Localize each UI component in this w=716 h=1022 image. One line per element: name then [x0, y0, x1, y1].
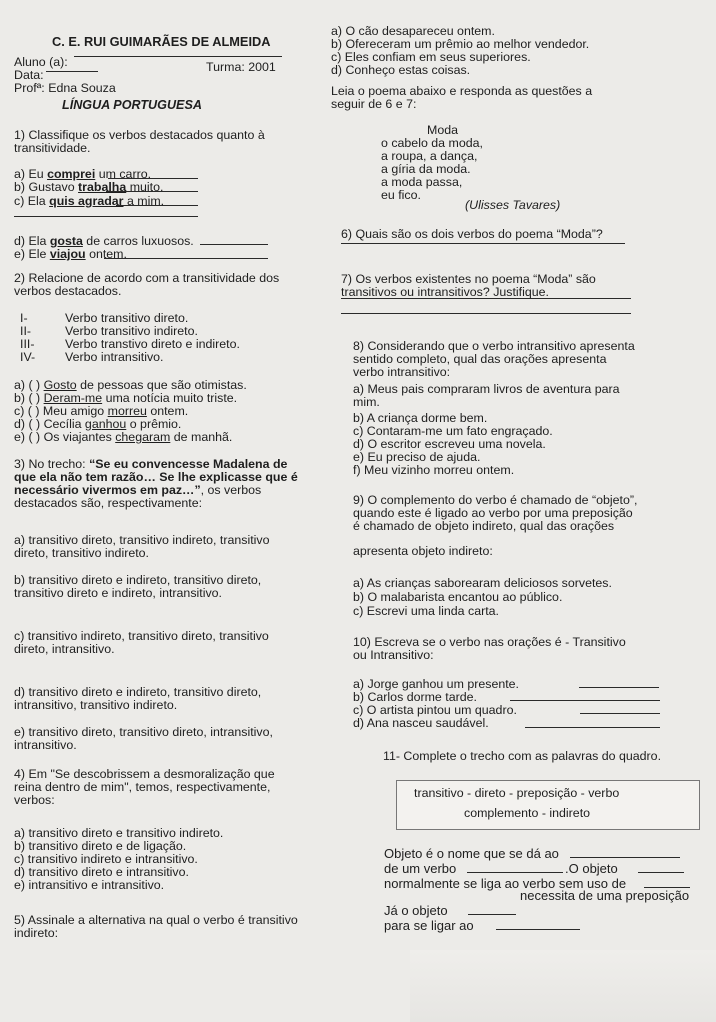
q2-key-2-num: II- — [20, 324, 32, 338]
poem-intro-line1: Leia o poema abaixo e responda as questões a — [331, 84, 593, 98]
q1-item-a: a) Eu comprei um carro. — [14, 167, 152, 181]
q2-key-1-num: I- — [20, 311, 28, 325]
q11-text-line4b: necessita de uma preposição — [520, 888, 690, 903]
q1-item-c: c) Ela quis agradar a mim. — [14, 194, 165, 208]
q1-extra-line[interactable] — [14, 216, 198, 217]
q11-text-line5: para se ligar ao — [384, 918, 474, 933]
q8-option-a-cont: mim. — [353, 395, 380, 409]
q1-item-b: b) Gustavo trabalha muito. — [14, 180, 164, 194]
q2-key-4-num: IV- — [20, 350, 36, 364]
poem-line-3: a gíria da moda. — [381, 162, 471, 176]
q2-prompt-line1: 2) Relacione de acordo com a transitividade dos — [14, 271, 280, 285]
subject-title: LÍNGUA PORTUGUESA — [62, 98, 202, 112]
q11-text-line4a: Já o objeto — [384, 903, 448, 918]
q3-option-c-cont: direto, intransitivo. — [14, 642, 115, 656]
q3-option-a-cont: direto, transitivo indireto. — [14, 546, 149, 560]
q3-option-d[interactable]: d) transitivo direto e indireto, transitivo direto, — [14, 685, 262, 699]
q9-prompt-line1: 9) O complemento do verbo é chamado de “objeto”, — [353, 493, 638, 507]
word-bank-line2: complemento - indireto — [464, 806, 591, 820]
q10-answer-a[interactable] — [579, 687, 659, 688]
q3-prompt-line3: necessário vivermos em paz…”, os verbos — [14, 483, 262, 497]
student-label: Aluno (a): — [14, 55, 68, 69]
q2-key-4-text: Verbo intransitivo. — [65, 350, 164, 364]
q11-title: 11- Complete o trecho com as palavras do quadro. — [383, 749, 662, 763]
teacher-name: Profª: Edna Souza — [14, 81, 116, 95]
poem-title: Moda — [427, 123, 458, 137]
q10-answer-d[interactable] — [525, 727, 660, 728]
q2-item-c[interactable]: c) ( ) Meu amigo morreu ontem. — [14, 404, 189, 418]
q8-option-c[interactable]: c) Contaram-me um fato engraçado. — [353, 424, 553, 438]
q3-option-e[interactable]: e) transitivo direto, transitivo direto, intransitivo, — [14, 725, 273, 739]
q1-prompt-line1: 1) Classifique os verbos destacados quanto à — [14, 128, 265, 142]
q10-item-a: a) Jorge ganhou um presente. — [353, 677, 520, 691]
q9-prompt-line4: apresenta objeto indireto: — [353, 544, 493, 558]
q11-text-line2b: .O objeto — [565, 861, 618, 876]
q10-item-c: c) O artista pintou um quadro. — [353, 703, 517, 717]
q2-key-1-text: Verbo transitivo direto. — [65, 311, 189, 325]
q11-text-line2a: de um verbo — [384, 861, 457, 876]
q5-option-b[interactable]: b) Ofereceram um prêmio ao melhor vendedor. — [331, 37, 590, 51]
q1-answer-b[interactable] — [106, 191, 198, 192]
word-bank-line1: transitivo - direto - preposição - verbo — [414, 786, 620, 800]
q2-item-a[interactable]: a) ( ) Gosto de pessoas que são otimistas. — [14, 378, 247, 392]
q4-option-e[interactable]: e) intransitivo e intransitivo. — [14, 878, 165, 892]
q10-item-d: d) Ana nasceu saudável. — [353, 716, 489, 730]
school-name: C. E. RUI GUIMARÃES DE ALMEIDA — [52, 34, 271, 49]
q6-prompt: 6) Quais são os dois verbos do poema “Moda”? — [341, 227, 603, 241]
q8-prompt-line2: sentido completo, qual das orações apresenta — [353, 352, 607, 366]
q4-option-b[interactable]: b) transitivo direto e de ligação. — [14, 839, 187, 853]
q3-option-b-cont: transitivo direto e indireto, intransitivo. — [14, 586, 222, 600]
q5-prompt-line2: indireto: — [14, 926, 59, 940]
q11-blank-3[interactable] — [638, 872, 684, 873]
poem-author: (Ulisses Tavares) — [465, 198, 561, 212]
poem-line-1: o cabelo da moda, — [381, 136, 483, 150]
class-label: Turma: 2001 — [206, 60, 276, 74]
q8-option-b[interactable]: b) A criança dorme bem. — [353, 411, 488, 425]
q4-prompt-line2: reina dentro de mim", temos, respectivamente, — [14, 780, 271, 794]
q9-prompt-line3: é chamado de objeto indireto, qual das orações — [353, 519, 615, 533]
q5-option-d[interactable]: d) Conheço estas coisas. — [331, 63, 471, 77]
q4-prompt-line1: 4) Em "Se descobrissem a desmoralização que — [14, 767, 275, 781]
poem-intro-line2: seguir de 6 e 7: — [331, 97, 417, 111]
q1-answer-c[interactable] — [116, 205, 198, 206]
q10-answer-c[interactable] — [580, 713, 660, 714]
q8-option-d[interactable]: d) O escritor escreveu uma novela. — [353, 437, 546, 451]
word-bank-box — [396, 780, 700, 830]
q2-item-e[interactable]: e) ( ) Os viajantes chegaram de manhã. — [14, 430, 233, 444]
q8-prompt-line3: verbo intransitivo: — [353, 365, 451, 379]
q2-key-2-text: Verbo transitivo indireto. — [65, 324, 198, 338]
date-field[interactable] — [46, 71, 98, 72]
q4-option-a[interactable]: a) transitivo direto e transitivo indireto. — [14, 826, 224, 840]
q8-option-e[interactable]: e) Eu preciso de ajuda. — [353, 450, 481, 464]
q7-answer-line-1[interactable] — [341, 298, 631, 299]
q10-item-b: b) Carlos dorme tarde. — [353, 690, 477, 704]
q4-prompt-line3: verbos: — [14, 793, 55, 807]
student-name-field[interactable] — [74, 56, 282, 57]
q9-option-b[interactable]: b) O malabarista encantou ao público. — [353, 590, 563, 604]
q7-answer-line-2[interactable] — [341, 313, 631, 314]
q2-key-3-num: III- — [20, 337, 35, 351]
q10-prompt-line2: ou Intransitivo: — [353, 648, 434, 662]
q5-prompt-line1: 5) Assinale a alternativa na qual o verbo é transitivo — [14, 913, 298, 927]
q6-answer-line[interactable] — [341, 243, 625, 244]
q3-prompt-line2: que ela não tem razão… Se lhe explicasse que é — [14, 470, 298, 484]
q11-blank-1[interactable] — [570, 857, 680, 858]
paper-bottom-shadow — [410, 950, 716, 1022]
q7-prompt-line1: 7) Os verbos existentes no poema “Moda” são — [341, 272, 596, 286]
q9-prompt-line2: quando este é ligado ao verbo por uma preposição — [353, 506, 633, 520]
q1-item-d: d) Ela gosta de carros luxuosos. — [14, 234, 194, 248]
q3-prompt-line4: destacados são, respectivamente: — [14, 496, 203, 510]
date-label: Data: — [14, 68, 44, 82]
q9-option-a[interactable]: a) As crianças saborearam deliciosos sorvetes. — [353, 576, 612, 590]
q3-prompt-line1: 3) No trecho: “Se eu convencesse Madalena de — [14, 457, 288, 471]
q1-answer-e[interactable] — [104, 258, 268, 259]
q1-prompt-line2: transitividade. — [14, 141, 91, 155]
q5-option-a[interactable]: a) O cão desapareceu ontem. — [331, 24, 495, 38]
q11-text-line3: normalmente se liga ao verbo sem uso de — [384, 876, 627, 891]
q3-option-b[interactable]: b) transitivo direto e indireto, transitivo direto, — [14, 573, 262, 587]
q1-answer-a[interactable] — [108, 178, 198, 179]
q11-blank-5[interactable] — [468, 914, 516, 915]
q1-answer-d[interactable] — [200, 244, 268, 245]
q3-option-d-cont: intransitivo, transitivo indireto. — [14, 698, 178, 712]
q2-item-d[interactable]: d) ( ) Cecília ganhou o prêmio. — [14, 417, 182, 431]
q10-prompt-line1: 10) Escreva se o verbo nas orações é - Transitivo — [353, 635, 626, 649]
poem-line-5: eu fico. — [381, 188, 421, 202]
q8-option-f[interactable]: f) Meu vizinho morreu ontem. — [353, 463, 515, 477]
q7-prompt-line2: transitivos ou intransitivos? Justifique. — [341, 285, 549, 299]
q8-option-a[interactable]: a) Meus pais compraram livros de aventura para — [353, 382, 620, 396]
q3-option-c[interactable]: c) transitivo indireto, transitivo direto, transitivo — [14, 629, 269, 643]
q11-text-line1: Objeto é o nome que se dá ao — [384, 846, 559, 861]
poem-line-4: a moda passa, — [381, 175, 463, 189]
q11-blank-2[interactable] — [467, 872, 563, 873]
q1-item-e: e) Ele viajou ontem. — [14, 247, 127, 261]
q3-option-e-cont: intransitivo. — [14, 738, 77, 752]
q11-blank-6[interactable] — [496, 929, 580, 930]
q2-prompt-line2: verbos destacados. — [14, 284, 122, 298]
q10-answer-b[interactable] — [510, 700, 660, 701]
q2-key-3-text: Verbo transtivo direto e indireto. — [65, 337, 240, 351]
q4-option-c[interactable]: c) transitivo indireto e intransitivo. — [14, 852, 198, 866]
q4-option-d[interactable]: d) transitivo direto e intransitivo. — [14, 865, 189, 879]
q8-prompt-line1: 8) Considerando que o verbo intransitivo apresenta — [353, 339, 635, 353]
q2-item-b[interactable]: b) ( ) Deram-me uma notícia muito triste. — [14, 391, 238, 405]
poem-line-2: a roupa, a dança, — [381, 149, 478, 163]
q9-option-c[interactable]: c) Escrevi uma linda carta. — [353, 604, 499, 618]
q3-option-a[interactable]: a) transitivo direto, transitivo indireto, transitivo — [14, 533, 270, 547]
q5-option-c[interactable]: c) Eles confiam em seus superiores. — [331, 50, 531, 64]
